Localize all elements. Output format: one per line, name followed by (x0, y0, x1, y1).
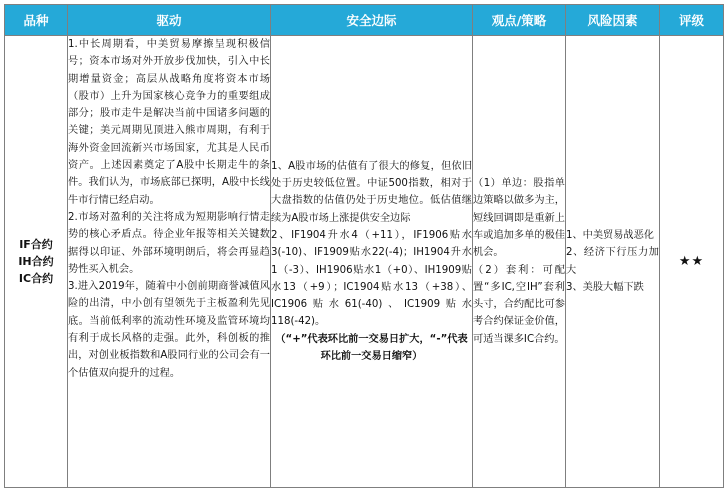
header-rating: 评级 (660, 5, 724, 36)
safety-note: （“+”代表环比前一交易日扩大，“-”代表环比前一交易日缩窄） (275, 333, 468, 362)
header-drivers: 驱动 (68, 5, 271, 36)
drivers-cell (68, 36, 271, 488)
driver-point-2: 2.市场对盈利的关注将成为短期影响行情走势的核心矛盾点。待企业年报等相关关键数据得以印证、外部环境明朗后，将会再显趋势性买入机会。 (68, 211, 270, 275)
safety-margin-cell (271, 36, 473, 488)
risk-item-1: 1、中美贸易战恶化 (566, 229, 654, 241)
driver-point-1: 1.中长周期看，中美贸易摩擦呈现积极信号；资本市场对外开放步伐加快，引入中长期增量资金；高层从战略角度将资本市场（股市）上升为国家核心竞争力的重要组成部分；股市走牛是解决当前中国诸多问题的关键；美元周期见顶进入熊市周期，有利于海外资金回流新兴市场国家，尤其是人民币资产。上述因素奠定了A股中长期走牛的条件。我们认为，市场底部已探明，A股中长线牛市行情已经启动。 (68, 39, 270, 206)
product-ic: IC合约 (18, 272, 54, 285)
risk-item-2: 2、经济下行压力加大 (566, 247, 659, 276)
risk-item-3: 3、美股大幅下跌 (566, 281, 644, 293)
product-if: IF合约 (19, 238, 53, 251)
view-strategy-cell (473, 36, 566, 488)
product-ih: IH合约 (18, 255, 54, 268)
header-safety-margin: 安全边际 (271, 5, 473, 36)
header-view-strategy: 观点/策略 (473, 5, 566, 36)
table-row (5, 36, 724, 488)
view-point-1: （1）单边：股指单边策略以做多为主，短线回调即是重新上车或追加多单的极佳机会。 (473, 178, 565, 259)
header-row (5, 5, 724, 36)
product-cell (5, 36, 68, 488)
header-product: 品种 (5, 5, 68, 36)
strategy-table (4, 4, 724, 488)
rating-stars: ★★ (660, 36, 724, 488)
safety-point-2: 2、IF1904升水4（+11），IF1906贴水3(-10)、IF1909贴水22(-4)；IH1904升水1（-3）、IH1906贴水1（+0）、IH1909贴水13（+9）；IC1904贴水13（+38）、IC1906贴水61(-40)、IC1909贴水118(-42)。 (271, 229, 472, 328)
header-risk-factors: 风险因素 (566, 5, 660, 36)
safety-point-1: 1、A股市场的估值有了很大的修复，但依旧处于历史较低位置。中证500指数，相对于大盘指数的估值仍处于历史地位。低估值继续为A股市场上涨提供安全边际 (271, 160, 472, 224)
driver-point-3: 3.进入2019年，随着中小创前期商誉减值风险的出清，中小创有望领先于主板盈利先见底。当前低利率的流动性环境及监管环境均有利于成长风格的走强。此外，科创板的推出，对创业板指数和A股同行业的公司会有一个估值双向提升的过程。 (68, 281, 270, 379)
risk-factors-cell (566, 36, 660, 488)
view-point-2: （2）套利：可配置“多IC,空IH”套利头寸，合约配比可参考合约保证金价值，可适当课多IC合约。 (473, 264, 565, 345)
